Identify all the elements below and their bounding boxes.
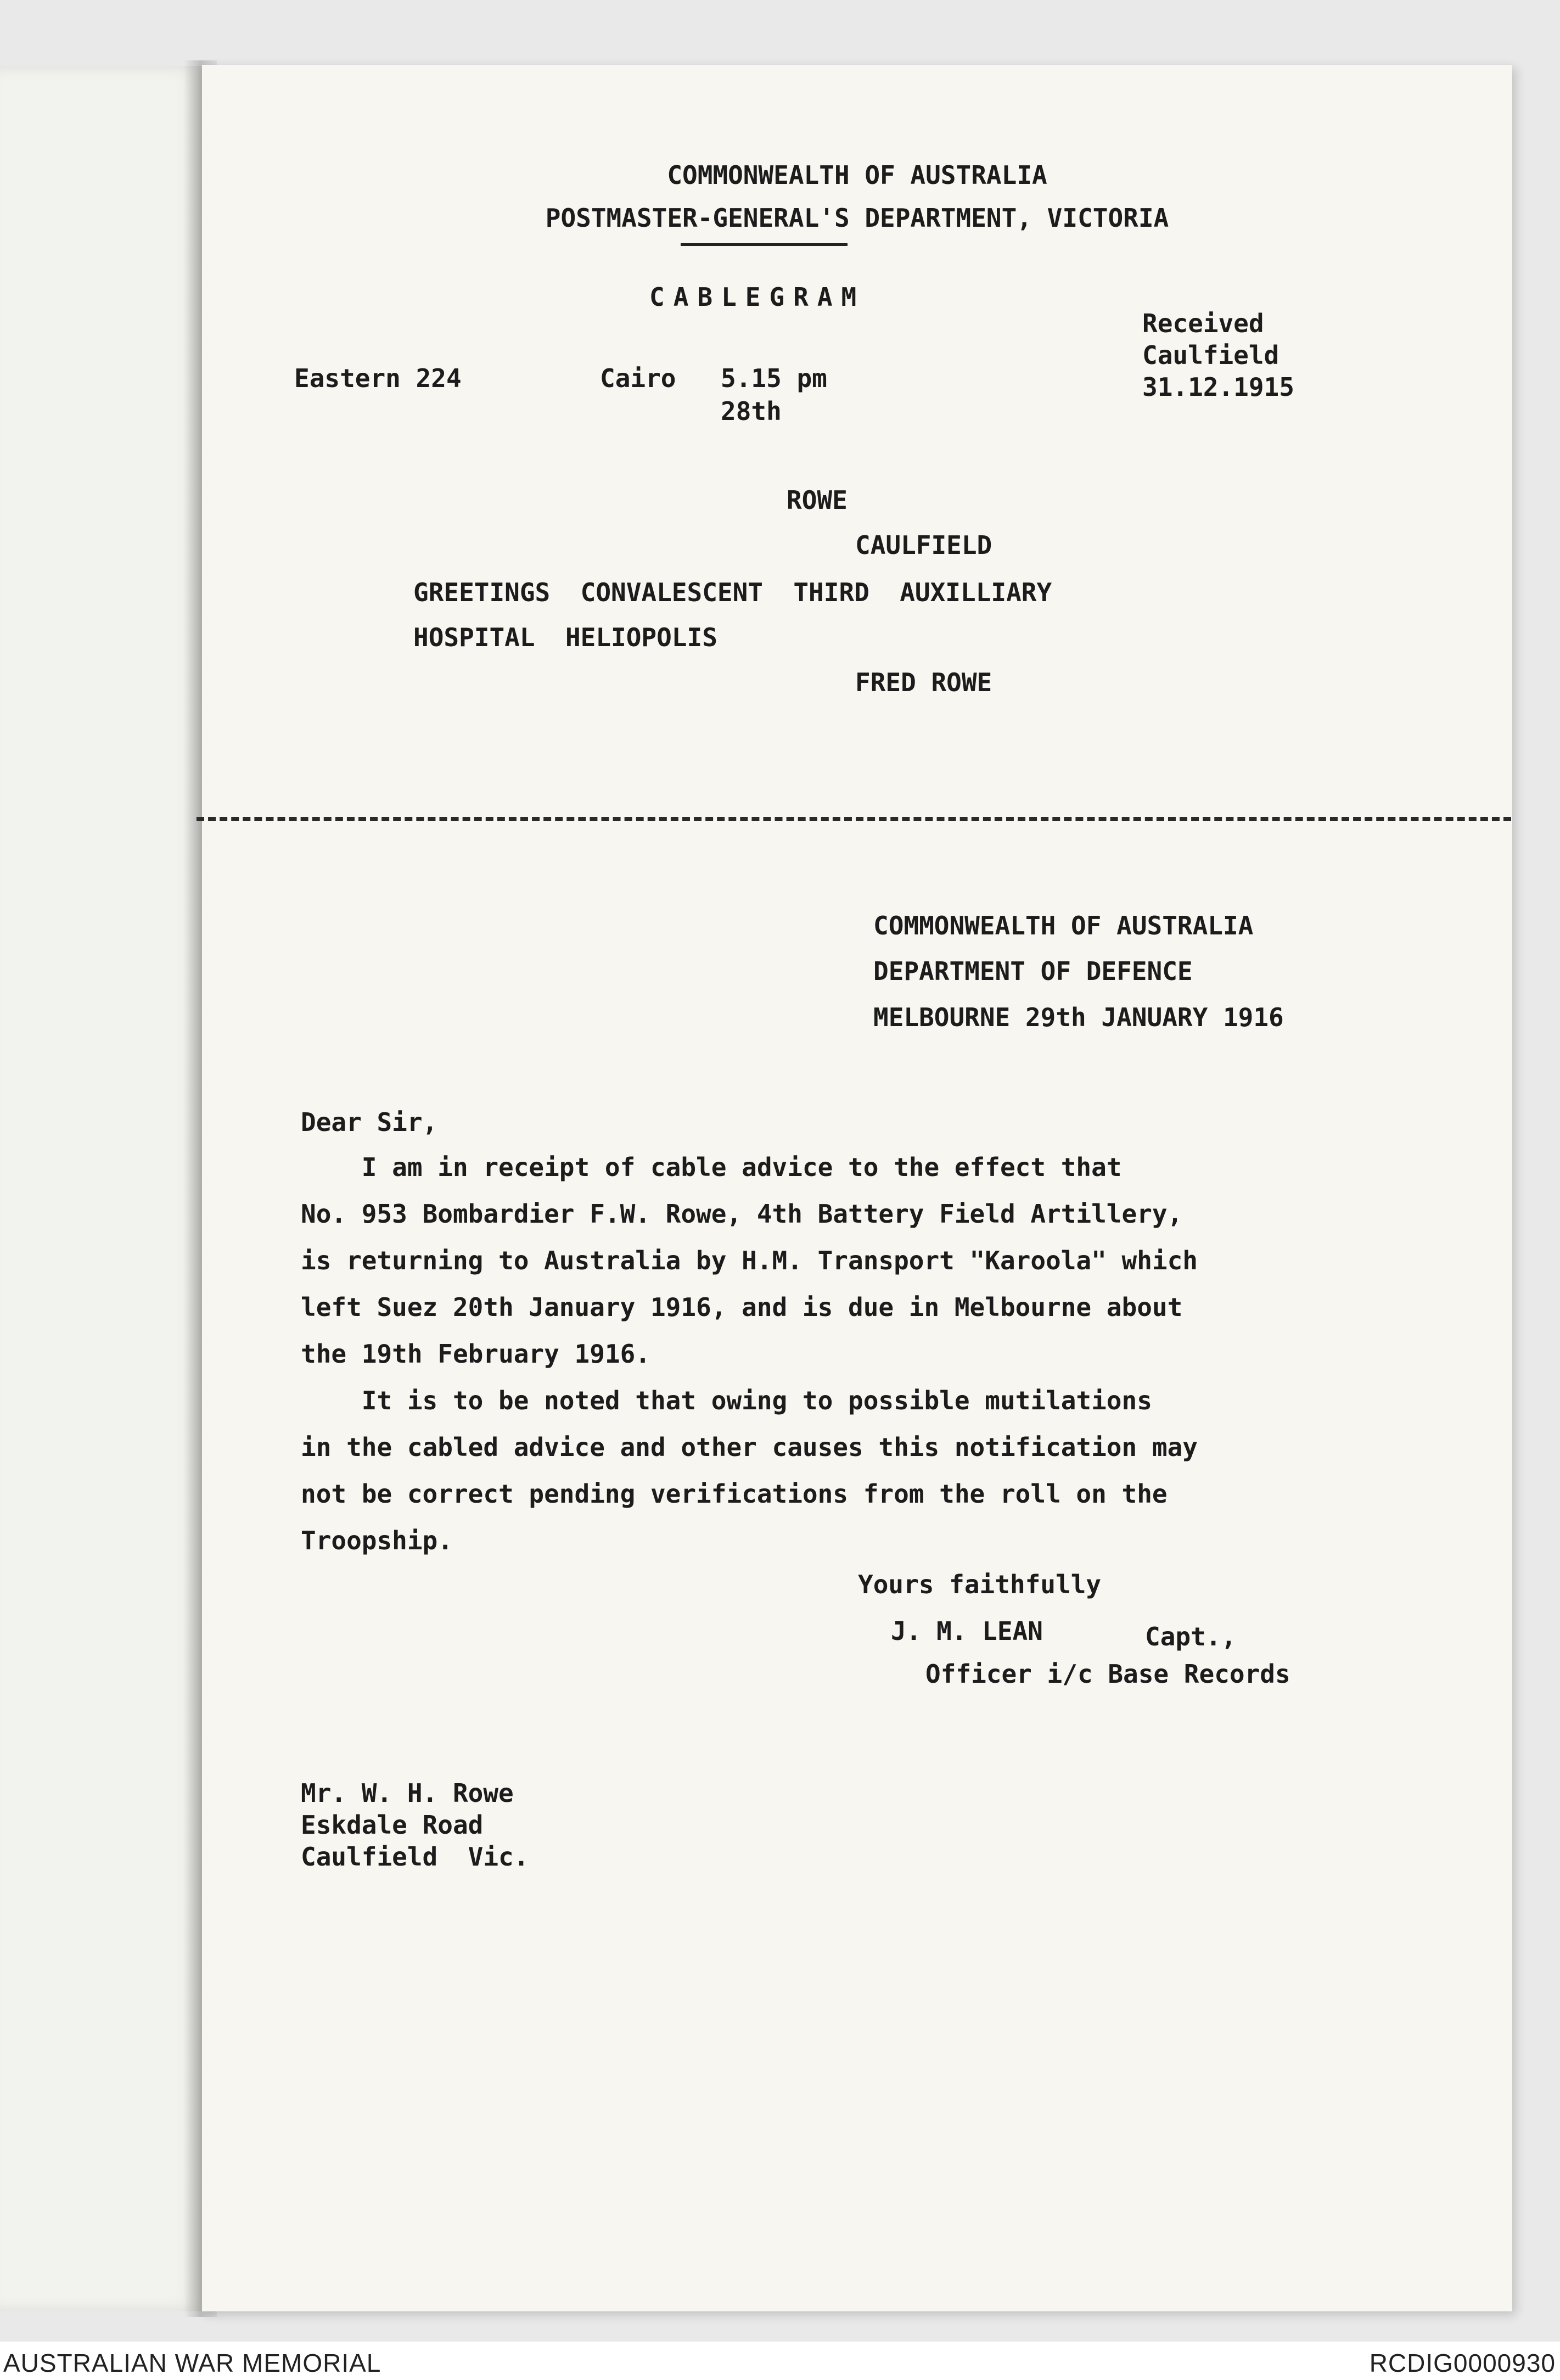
received-place: Caulfield bbox=[1142, 340, 1280, 370]
addressee-place: CAULFIELD bbox=[855, 530, 992, 560]
section-divider bbox=[197, 817, 1511, 821]
received-date: 31.12.1915 bbox=[1142, 372, 1294, 402]
origin-city: Cairo bbox=[600, 363, 676, 393]
cablegram-header-line1: COMMONWEALTH OF AUSTRALIA bbox=[667, 160, 1047, 190]
cablegram-signature: FRED ROWE bbox=[855, 668, 992, 697]
recipient-name: Mr. W. H. Rowe bbox=[301, 1778, 514, 1808]
header-underline bbox=[681, 243, 848, 246]
archive-footer bbox=[0, 2342, 1560, 2380]
document-page bbox=[202, 65, 1512, 2311]
paragraph1-line: the 19th February 1916. bbox=[301, 1339, 650, 1369]
paragraph1-line: left Suez 20th January 1916, and is due in Melbourne about bbox=[301, 1292, 1183, 1322]
signer-title: Officer i/c Base Records bbox=[925, 1659, 1290, 1689]
paragraph1-line: No. 953 Bombardier F.W. Rowe, 4th Battery Field Artillery, bbox=[301, 1199, 1183, 1229]
paragraph2-line: Troopship. bbox=[301, 1526, 453, 1555]
recipient-town: Caulfield Vic. bbox=[301, 1842, 529, 1872]
paragraph2-line: It is to be noted that owing to possible mutilations bbox=[301, 1386, 1152, 1415]
signer-name: J. M. LEAN bbox=[891, 1616, 1043, 1646]
salutation: Dear Sir, bbox=[301, 1107, 438, 1137]
cablegram-title: CABLEGRAM bbox=[649, 282, 866, 312]
message-line1: GREETINGS CONVALESCENT THIRD AUXILLIARY bbox=[413, 578, 1052, 607]
paragraph1-line: I am in receipt of cable advice to the effect that bbox=[301, 1152, 1122, 1182]
letter-header-line1: COMMONWEALTH OF AUSTRALIA bbox=[873, 911, 1254, 940]
origin-code: Eastern 224 bbox=[294, 363, 462, 393]
letter-header-line2: DEPARTMENT OF DEFENCE bbox=[873, 956, 1193, 986]
footer-source: AUSTRALIAN WAR MEMORIAL bbox=[3, 2349, 381, 2377]
footer-record-id: RCDIG0000930 bbox=[1369, 2349, 1556, 2377]
letter-header-line3: MELBOURNE 29th JANUARY 1916 bbox=[873, 1003, 1284, 1032]
received-label: Received bbox=[1142, 309, 1264, 338]
cablegram-header-line2: POSTMASTER-GENERAL'S DEPARTMENT, VICTORIA bbox=[545, 203, 1169, 233]
origin-time: 5.15 pm bbox=[721, 363, 827, 393]
closing: Yours faithfully bbox=[858, 1570, 1102, 1599]
paragraph2-line: not be correct pending verifications from the roll on the bbox=[301, 1479, 1168, 1509]
message-line2: HOSPITAL HELIOPOLIS bbox=[413, 623, 717, 652]
paragraph2-line: in the cabled advice and other causes this notification may bbox=[301, 1432, 1198, 1462]
left-page-edge bbox=[0, 66, 203, 2311]
signer-rank: Capt., bbox=[1145, 1622, 1237, 1651]
paragraph1-line: is returning to Australia by H.M. Transport "Karoola" which bbox=[301, 1246, 1198, 1275]
origin-day: 28th bbox=[721, 396, 782, 426]
addressee-name: ROWE bbox=[787, 485, 848, 515]
recipient-street: Eskdale Road bbox=[301, 1810, 484, 1840]
